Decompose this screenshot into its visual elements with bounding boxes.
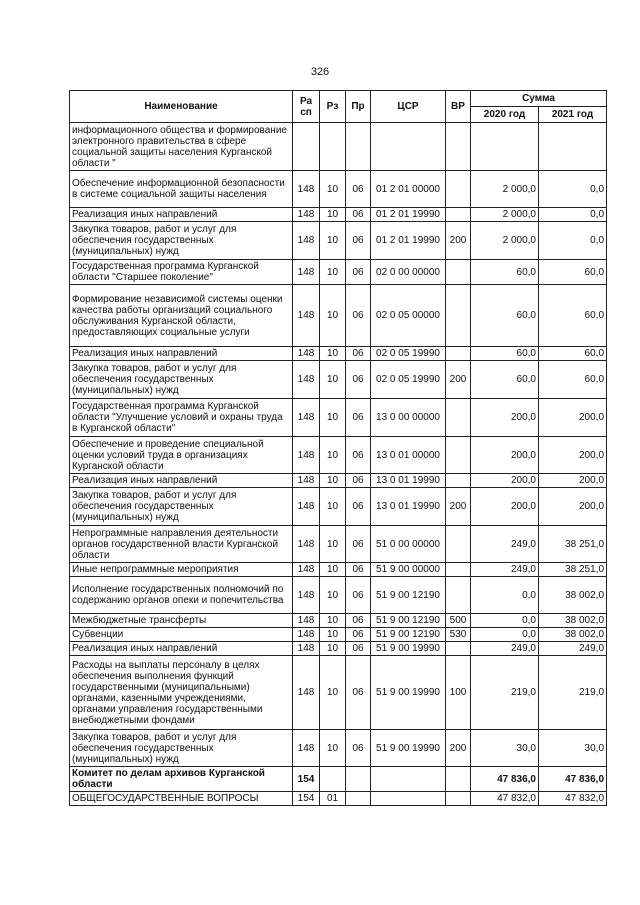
cell-rz: 10 [320, 347, 346, 361]
cell-rasp: 148 [293, 260, 320, 285]
cell-rz: 10 [320, 399, 346, 437]
header-rz: Рз [320, 91, 346, 123]
cell-csr [371, 767, 446, 792]
cell-rasp: 148 [293, 222, 320, 260]
cell-rasp: 148 [293, 347, 320, 361]
cell-rz: 10 [320, 488, 346, 526]
cell-rasp: 154 [293, 767, 320, 792]
cell-v2021: 200,0 [539, 474, 607, 488]
cell-name: Обеспечение и проведение специальной оценки условий труда в организациях Курганской области [70, 437, 293, 474]
cell-rz: 10 [320, 628, 346, 642]
cell-csr: 02 0 05 19990 [371, 347, 446, 361]
cell-v2021: 0,0 [539, 222, 607, 260]
cell-rasp: 148 [293, 437, 320, 474]
table-row [70, 577, 607, 614]
cell-name: Исполнение государственных полномочий по содержанию органов опеки и попечительства [70, 577, 293, 614]
table-row [70, 792, 607, 806]
cell-csr: 02 0 05 19990 [371, 361, 446, 399]
cell-rasp: 148 [293, 614, 320, 628]
cell-vr [446, 347, 471, 361]
cell-name: Обеспечение информационной безопасности в системе социальной защиты населения [70, 171, 293, 208]
cell-v2021: 47 832,0 [539, 792, 607, 806]
cell-v2021: 60,0 [539, 260, 607, 285]
cell-name: Государственная программа Курганской области "Старшее поколение" [70, 260, 293, 285]
cell-v2020: 219,0 [471, 656, 539, 730]
cell-vr [446, 577, 471, 614]
cell-csr: 51 9 00 12190 [371, 614, 446, 628]
cell-v2020: 2 000,0 [471, 171, 539, 208]
cell-rz: 10 [320, 171, 346, 208]
page-number: 326 [310, 66, 330, 78]
cell-name: Реализация иных направлений [70, 347, 293, 361]
cell-rasp: 148 [293, 526, 320, 563]
cell-rz: 10 [320, 285, 346, 347]
table-body [70, 123, 607, 806]
cell-rz: 01 [320, 792, 346, 806]
table-row [70, 361, 607, 399]
table-row [70, 488, 607, 526]
cell-rz: 10 [320, 260, 346, 285]
cell-csr: 13 0 00 00000 [371, 399, 446, 437]
table-row [70, 767, 607, 792]
cell-rasp: 148 [293, 730, 320, 767]
cell-vr [446, 399, 471, 437]
cell-v2020: 47 836,0 [471, 767, 539, 792]
cell-csr: 51 0 00 00000 [371, 526, 446, 563]
cell-rasp: 148 [293, 563, 320, 577]
cell-name: Реализация иных направлений [70, 474, 293, 488]
cell-pr: 06 [346, 222, 371, 260]
cell-csr: 13 0 01 00000 [371, 437, 446, 474]
cell-pr: 06 [346, 563, 371, 577]
cell-v2020: 30,0 [471, 730, 539, 767]
cell-rasp: 148 [293, 399, 320, 437]
cell-v2020: 200,0 [471, 399, 539, 437]
table-row [70, 171, 607, 208]
cell-name: Реализация иных направлений [70, 642, 293, 656]
cell-csr: 13 0 01 19990 [371, 474, 446, 488]
cell-v2021: 38 002,0 [539, 628, 607, 642]
cell-name: Комитет по делам архивов Курганской области [70, 767, 293, 792]
table-row [70, 526, 607, 563]
cell-v2021: 38 251,0 [539, 526, 607, 563]
cell-csr: 51 9 00 19990 [371, 642, 446, 656]
cell-pr: 06 [346, 347, 371, 361]
header-vr: ВР [446, 91, 471, 123]
cell-vr [446, 792, 471, 806]
table-row [70, 474, 607, 488]
cell-rz: 10 [320, 642, 346, 656]
cell-pr: 06 [346, 488, 371, 526]
cell-pr: 06 [346, 730, 371, 767]
cell-pr: 06 [346, 474, 371, 488]
cell-v2020: 60,0 [471, 361, 539, 399]
cell-csr: 01 2 01 19990 [371, 208, 446, 222]
cell-vr [446, 171, 471, 208]
table-row [70, 208, 607, 222]
cell-csr: 02 0 05 00000 [371, 285, 446, 347]
cell-pr: 06 [346, 656, 371, 730]
cell-rasp: 148 [293, 171, 320, 208]
cell-vr: 500 [446, 614, 471, 628]
cell-rz: 10 [320, 730, 346, 767]
cell-v2021: 38 251,0 [539, 563, 607, 577]
cell-csr: 01 2 01 00000 [371, 171, 446, 208]
cell-name: Закупка товаров, работ и услуг для обеспечения государственных (муниципальных) нужд [70, 361, 293, 399]
cell-v2021: 249,0 [539, 642, 607, 656]
cell-csr: 51 9 00 19990 [371, 730, 446, 767]
table-row [70, 628, 607, 642]
budget-table [69, 90, 607, 806]
cell-v2020: 60,0 [471, 347, 539, 361]
cell-name: ОБЩЕГОСУДАРСТВЕННЫЕ ВОПРОСЫ [70, 792, 293, 806]
cell-v2020: 47 832,0 [471, 792, 539, 806]
table-row [70, 656, 607, 730]
cell-rasp [293, 123, 320, 171]
cell-rz: 10 [320, 222, 346, 260]
cell-pr: 06 [346, 399, 371, 437]
table-row [70, 614, 607, 628]
table-row [70, 222, 607, 260]
cell-rasp: 148 [293, 656, 320, 730]
cell-csr: 02 0 00 00000 [371, 260, 446, 285]
cell-v2021: 30,0 [539, 730, 607, 767]
table-row [70, 399, 607, 437]
cell-v2021: 0,0 [539, 171, 607, 208]
table-row [70, 642, 607, 656]
table-row [70, 437, 607, 474]
cell-v2021: 200,0 [539, 437, 607, 474]
cell-v2020: 2 000,0 [471, 208, 539, 222]
header-year-2021: 2021 год [539, 107, 607, 123]
cell-rz: 10 [320, 208, 346, 222]
cell-rasp: 148 [293, 208, 320, 222]
cell-v2021: 60,0 [539, 361, 607, 399]
cell-v2020: 200,0 [471, 437, 539, 474]
cell-pr: 06 [346, 577, 371, 614]
cell-vr [446, 642, 471, 656]
cell-rz: 10 [320, 474, 346, 488]
cell-v2021: 38 002,0 [539, 577, 607, 614]
cell-v2020: 2 000,0 [471, 222, 539, 260]
cell-pr: 06 [346, 642, 371, 656]
cell-v2021: 60,0 [539, 347, 607, 361]
cell-rasp: 154 [293, 792, 320, 806]
cell-rasp: 148 [293, 577, 320, 614]
cell-name: Непрограммные направления деятельности органов государственной власти Курганской области [70, 526, 293, 563]
cell-v2020: 200,0 [471, 474, 539, 488]
cell-rz: 10 [320, 526, 346, 563]
cell-v2021: 200,0 [539, 488, 607, 526]
header-csr: ЦСР [371, 91, 446, 123]
cell-vr: 200 [446, 730, 471, 767]
header-pr: Пр [346, 91, 371, 123]
cell-csr [371, 123, 446, 171]
cell-pr [346, 767, 371, 792]
cell-vr: 200 [446, 361, 471, 399]
cell-rz [320, 123, 346, 171]
table-row [70, 347, 607, 361]
cell-csr: 51 9 00 19990 [371, 656, 446, 730]
cell-rz: 10 [320, 656, 346, 730]
cell-vr [446, 208, 471, 222]
cell-rasp: 148 [293, 361, 320, 399]
cell-v2021: 200,0 [539, 399, 607, 437]
cell-pr: 06 [346, 171, 371, 208]
cell-rasp: 148 [293, 628, 320, 642]
table-row [70, 123, 607, 171]
cell-v2020: 200,0 [471, 488, 539, 526]
cell-name: Реализация иных направлений [70, 208, 293, 222]
header-year-2020: 2020 год [471, 107, 539, 123]
cell-vr [446, 526, 471, 563]
cell-name: Государственная программа Курганской области "Улучшение условий и охраны труда в Курганской области" [70, 399, 293, 437]
table-row [70, 563, 607, 577]
cell-csr: 51 9 00 12190 [371, 628, 446, 642]
cell-name: информационного общества и формирование электронного правительства в сфере социальной защиты населения Курганской области " [70, 123, 293, 171]
cell-pr: 06 [346, 285, 371, 347]
cell-v2021: 60,0 [539, 285, 607, 347]
cell-pr: 06 [346, 614, 371, 628]
cell-pr: 06 [346, 526, 371, 563]
cell-name: Субвенции [70, 628, 293, 642]
cell-v2020: 60,0 [471, 285, 539, 347]
cell-pr: 06 [346, 437, 371, 474]
cell-rz: 10 [320, 361, 346, 399]
cell-csr: 01 2 01 19990 [371, 222, 446, 260]
cell-rz: 10 [320, 437, 346, 474]
cell-name: Формирование независимой системы оценки качества работы организаций социального обслуживания Курганской области, предоставляющих социальные услуги [70, 285, 293, 347]
header-sum: Сумма [471, 91, 607, 107]
cell-csr: 51 9 00 12190 [371, 577, 446, 614]
cell-pr [346, 792, 371, 806]
cell-rz: 10 [320, 563, 346, 577]
cell-v2020: 0,0 [471, 614, 539, 628]
cell-pr: 06 [346, 260, 371, 285]
table-row [70, 285, 607, 347]
cell-csr: 51 9 00 00000 [371, 563, 446, 577]
cell-vr [446, 563, 471, 577]
cell-name: Закупка товаров, работ и услуг для обеспечения государственных (муниципальных) нужд [70, 222, 293, 260]
cell-v2021: 47 836,0 [539, 767, 607, 792]
cell-rz [320, 767, 346, 792]
cell-vr [446, 123, 471, 171]
cell-vr: 200 [446, 488, 471, 526]
cell-v2020: 0,0 [471, 577, 539, 614]
cell-v2020: 60,0 [471, 260, 539, 285]
cell-name: Межбюджетные трансферты [70, 614, 293, 628]
cell-vr [446, 767, 471, 792]
cell-rasp: 148 [293, 285, 320, 347]
cell-rasp: 148 [293, 474, 320, 488]
cell-v2021: 219,0 [539, 656, 607, 730]
cell-v2021: 38 002,0 [539, 614, 607, 628]
cell-name: Расходы на выплаты персоналу в целях обеспечения выполнения функций государственными (муниципальными) органами, казенными учреждениями, органами управления государственными внебюджетными фондами [70, 656, 293, 730]
cell-rasp: 148 [293, 488, 320, 526]
header-rasp: Ра сп [293, 91, 320, 123]
cell-vr: 100 [446, 656, 471, 730]
cell-name: Закупка товаров, работ и услуг для обеспечения государственных (муниципальных) нужд [70, 488, 293, 526]
cell-pr [346, 123, 371, 171]
cell-pr: 06 [346, 628, 371, 642]
cell-pr: 06 [346, 361, 371, 399]
cell-vr [446, 285, 471, 347]
header-name: Наименование [70, 91, 293, 123]
cell-vr [446, 474, 471, 488]
cell-vr [446, 437, 471, 474]
cell-rz: 10 [320, 614, 346, 628]
cell-v2021: 0,0 [539, 208, 607, 222]
table-row [70, 730, 607, 767]
cell-name: Закупка товаров, работ и услуг для обеспечения государственных (муниципальных) нужд [70, 730, 293, 767]
cell-pr: 06 [346, 208, 371, 222]
cell-vr: 530 [446, 628, 471, 642]
cell-v2020: 249,0 [471, 526, 539, 563]
cell-vr [446, 260, 471, 285]
cell-vr: 200 [446, 222, 471, 260]
cell-v2021 [539, 123, 607, 171]
cell-v2020: 249,0 [471, 642, 539, 656]
cell-csr [371, 792, 446, 806]
cell-csr: 13 0 01 19990 [371, 488, 446, 526]
table-row [70, 260, 607, 285]
cell-v2020 [471, 123, 539, 171]
cell-rasp: 148 [293, 642, 320, 656]
cell-v2020: 249,0 [471, 563, 539, 577]
cell-name: Иные непрограммные мероприятия [70, 563, 293, 577]
cell-v2020: 0,0 [471, 628, 539, 642]
cell-rz: 10 [320, 577, 346, 614]
